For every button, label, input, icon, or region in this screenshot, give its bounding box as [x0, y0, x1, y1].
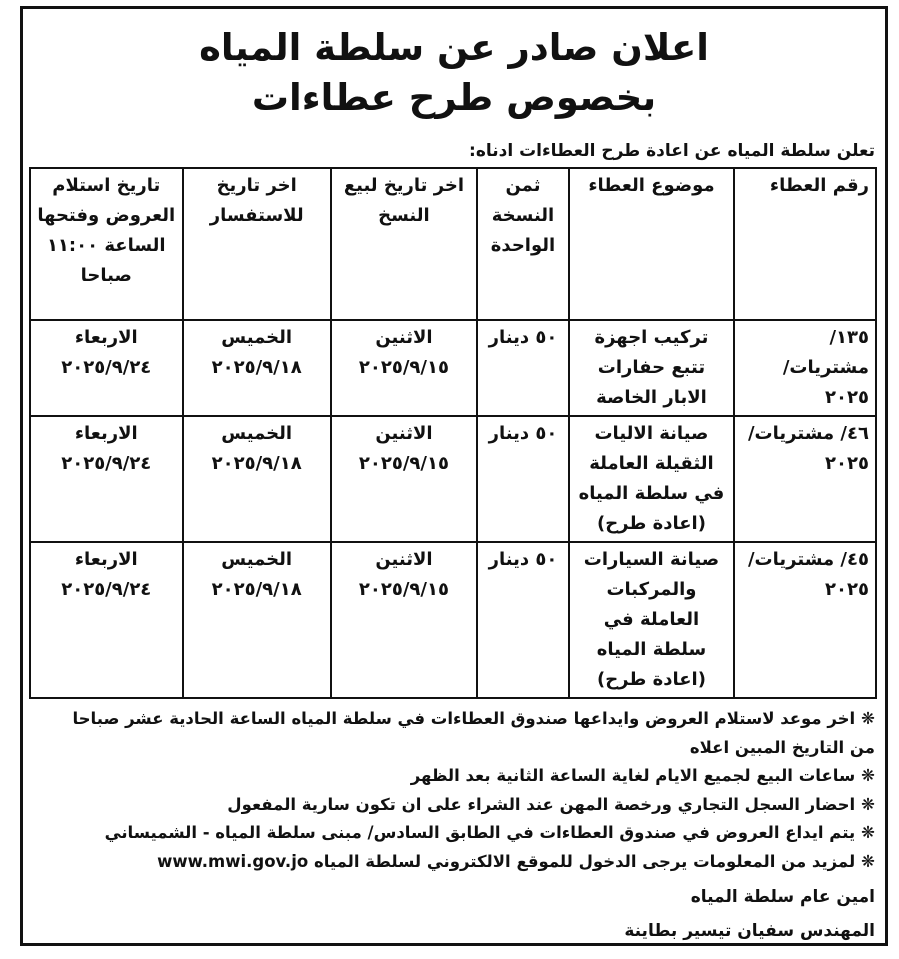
table-row	[30, 542, 876, 698]
opening-date: الاربعاء ٢٠٢٥/٩/٢٤	[30, 320, 183, 416]
header-last-inquiry-date: اخر تاريخ للاستفسار	[183, 168, 331, 320]
header-tender-subject: موضوع العطاء	[569, 168, 734, 320]
copy-price: ٥٠ دينار	[477, 542, 569, 698]
last-inquiry-date: الخميس ٢٠٢٥/٩/١٨	[183, 320, 331, 416]
tender-number: ١٣٥/ مشتريات/٢٠٢٥	[734, 320, 876, 416]
note-text: من التاريخ المبين اعلاه	[689, 737, 875, 757]
tender-subject: صيانة الاليات الثقيلة العاملة في سلطة المياه (اعادة طرح)	[569, 416, 734, 542]
table-row	[30, 416, 876, 542]
asterisk-icon: ❋	[861, 766, 875, 785]
asterisk-icon: ❋	[861, 851, 875, 871]
header-opening-date: تاريخ استلام العروض وفتحها الساعة ١١:٠٠ صباحا	[30, 168, 183, 320]
signature-name: المهندس سفيان تيسير بطاينة	[624, 921, 875, 941]
announcement-title	[23, 23, 885, 123]
copy-price: ٥٠ دينار	[477, 416, 569, 542]
note-text: اخر موعد لاستلام العروض وايداعها صندوق العطاءات في سلطة المياه الساعة الحادية عشر صباحا	[72, 709, 856, 728]
asterisk-icon: ❋	[861, 709, 875, 728]
tender-subject: تركيب اجهزة تتبع حفارات الابار الخاصة	[569, 320, 734, 416]
table-row	[30, 320, 876, 416]
copy-price: ٥٠ دينار	[477, 320, 569, 416]
last-sale-date: الاثنين ٢٠٢٥/٩/١٥	[331, 320, 477, 416]
note-text: لمزيد من المعلومات يرجى الدخول للموقع الالكتروني لسلطة المياه www.mwi.gov.jo	[157, 851, 856, 871]
announcement-frame	[20, 6, 888, 946]
signature-title: امين عام سلطة المياه	[690, 887, 875, 907]
title-line-2: بخصوص طرح عطاءات	[251, 76, 657, 119]
last-sale-date: الاثنين ٢٠٢٥/٩/١٥	[331, 416, 477, 542]
opening-date: الاربعاء ٢٠٢٥/٩/٢٤	[30, 416, 183, 542]
intro-text: تعلن سلطة المياه عن اعادة طرح العطاءات ادناه:	[469, 141, 875, 161]
signature-block	[23, 880, 875, 948]
asterisk-icon: ❋	[861, 823, 875, 842]
title-line-1: اعلان صادر عن سلطة المياه	[199, 26, 709, 69]
note-text: ساعات البيع لجميع الايام لغاية الساعة الثانية بعد الظهر	[410, 766, 856, 785]
note-item	[31, 734, 875, 763]
tender-number: ٤٦/ مشتريات/٢٠٢٥	[734, 416, 876, 542]
note-item	[31, 819, 875, 848]
tender-number: ٤٥/ مشتريات/٢٠٢٥	[734, 542, 876, 698]
last-inquiry-date: الخميس ٢٠٢٥/٩/١٨	[183, 542, 331, 698]
last-sale-date: الاثنين ٢٠٢٥/٩/١٥	[331, 542, 477, 698]
note-item	[31, 762, 875, 791]
header-last-sale-date: اخر تاريخ لبيع النسخ	[331, 168, 477, 320]
asterisk-icon: ❋	[861, 794, 875, 814]
note-item	[31, 848, 875, 877]
tenders-table	[29, 167, 877, 699]
tender-subject: صيانة السيارات والمركبات العاملة في سلطة المياه (اعادة طرح)	[569, 542, 734, 698]
header-copy-price: ثمن النسخة الواحدة	[477, 168, 569, 320]
table-header-row	[30, 168, 876, 320]
note-item	[31, 791, 875, 820]
note-item	[31, 705, 875, 734]
opening-date: الاربعاء ٢٠٢٥/٩/٢٤	[30, 542, 183, 698]
last-inquiry-date: الخميس ٢٠٢٥/٩/١٨	[183, 416, 331, 542]
note-text: احضار السجل التجاري ورخصة المهن عند الشراء على ان تكون سارية المفعول	[227, 794, 856, 814]
notes-list	[31, 705, 875, 876]
header-tender-number: رقم العطاء	[734, 168, 876, 320]
note-text: يتم ايداع العروض في صندوق العطاءات في الطابق السادس/ مبنى سلطة المياه - الشميساني	[104, 823, 856, 842]
